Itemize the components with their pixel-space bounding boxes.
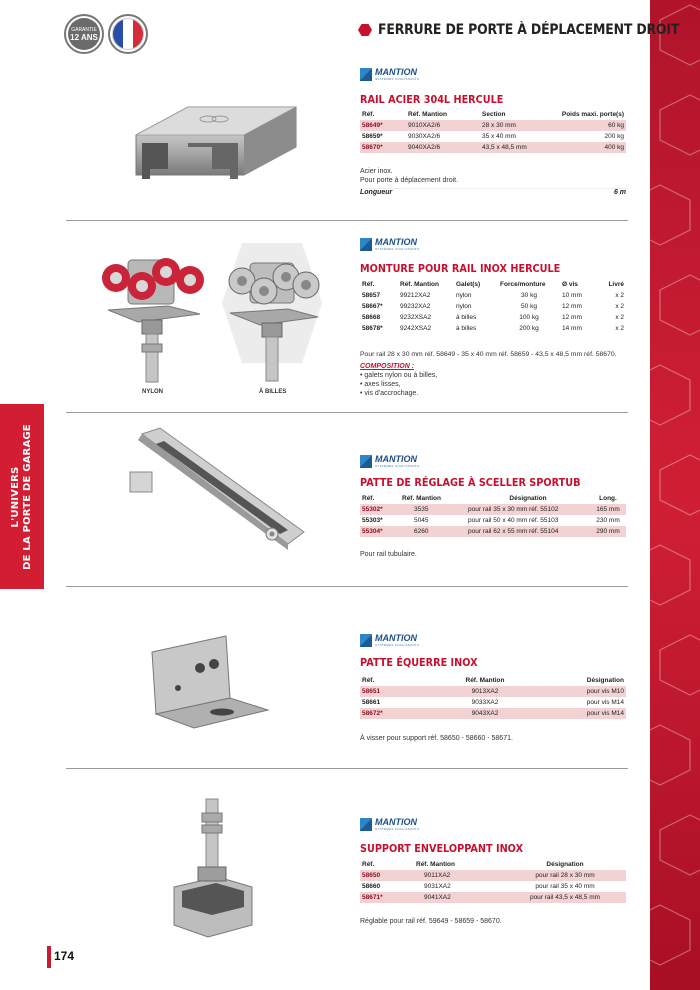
france-flag-icon	[112, 18, 144, 50]
column-header: Section	[482, 110, 506, 118]
column-header: Réf. Mantion	[402, 494, 441, 502]
spec-table	[360, 492, 626, 537]
table-row: 58659* 9030XA2/6 35 x 40 mm 200 kg	[362, 133, 624, 140]
column-header: Réf. Mantion	[416, 860, 455, 868]
table-row: 58657 99212XA2 nylon 30 kg 10 mm x 2	[362, 292, 624, 299]
spec-table	[360, 278, 626, 334]
table-row: 58671* 9041XA2 pour rail 43,5 x 48,5 mm	[360, 892, 626, 903]
section-divider	[66, 220, 628, 221]
side-label-line1: L'UNIVERS	[10, 466, 22, 527]
table-row: 58661 9033XA2 pour vis M14	[362, 699, 624, 706]
product-notes: Pour rail 28 x 30 mm réf. 58649 - 35 x 40 mm réf. 58659 - 43,5 x 48,5 mm réf. 58670.	[360, 351, 617, 358]
column-header: Réf. Mantion	[400, 280, 439, 288]
table-row: 58668 9232XSA2 à billes 100 kg 12 mm x 2	[362, 314, 624, 321]
column-header: Réf.	[362, 280, 375, 288]
length-row: Longueur 6 m	[360, 189, 626, 196]
nylon-trolley-image	[98, 248, 208, 383]
product-title: PATTE ÉQUERRE INOX	[360, 656, 478, 669]
table-row: 58672* 9043XA2 pour vis M14	[362, 710, 624, 717]
column-header: Force/monture	[500, 280, 546, 288]
column-header: Poids maxi. porte(s)	[561, 110, 624, 118]
guarantee-label: GARANTIE	[71, 26, 97, 33]
table-row: 58667* 99232XA2 nylon 50 kg 12 mm x 2	[362, 303, 624, 310]
mantion-logo: MANTION SYSTÈMES COULISSANTS	[360, 238, 419, 251]
table-row: 55302* 3535 pour rail 35 x 30 mm réf. 55102 165 mm	[360, 504, 626, 515]
image-caption: NYLON	[142, 389, 163, 395]
column-header: Désignation	[509, 494, 547, 502]
side-tab-label	[0, 404, 44, 589]
column-header: Désignation	[586, 676, 624, 684]
page-number-marker	[47, 946, 51, 968]
mantion-logo: MANTION SYSTÈMES COULISSANTS	[360, 634, 419, 647]
composition: COMPOSITION : • galets nylon ou à billes, • axes lisses, • vis d'accrochage.	[360, 363, 438, 397]
support-bracket-image	[168, 795, 258, 943]
page-number: 174	[54, 949, 75, 963]
hexagon-icon	[358, 23, 372, 37]
table-row: 55304* 6260 pour rail 62 x 55 mm réf. 55104 290 mm	[360, 526, 626, 537]
column-header: Long.	[599, 494, 617, 502]
side-label-line2: DE LA PORTE DE GARAGE	[22, 423, 34, 570]
adjustment-bracket-image	[128, 424, 308, 554]
column-header: Réf. Mantion	[408, 110, 447, 118]
guarantee-badge	[64, 14, 104, 54]
made-in-france-badge	[108, 14, 148, 54]
column-header: Réf.	[362, 676, 375, 684]
column-header: Désignation	[546, 860, 584, 868]
column-header: Réf.	[362, 110, 375, 118]
hexagon-decoration	[650, 0, 700, 990]
ball-bearing-trolley-image	[222, 243, 322, 383]
rail-image	[128, 95, 298, 195]
column-header: Ø vis	[562, 280, 578, 288]
column-header: Livré	[608, 280, 624, 288]
section-divider	[66, 586, 628, 587]
mantion-logo: MANTION SYSTÈMES COULISSANTS	[360, 818, 419, 831]
table-row: 58650 9011XA2 pour rail 28 x 30 mm	[360, 870, 626, 881]
spec-table	[360, 108, 626, 153]
product-title: MONTURE POUR RAIL INOX HERCULE	[360, 262, 561, 275]
spec-table	[360, 858, 626, 903]
table-row: 55303* 5045 pour rail 50 x 40 mm réf. 55103 230 mm	[362, 517, 620, 524]
mantion-logo: MANTION SYSTÈMES COULISSANTS	[360, 455, 419, 468]
image-caption: À BILLES	[259, 389, 287, 395]
mantion-logo: MANTION SYSTÈMES COULISSANTS	[360, 68, 419, 81]
table-row: 58678* 9242XSA2 à billes 200 kg 14 mm x 2	[362, 325, 624, 332]
table-row: 58649* 9010XA2/6 28 x 30 mm 60 kg	[362, 122, 624, 129]
product-notes: Acier inox. Pour porte à déplacement droit.	[360, 168, 459, 184]
product-title: SUPPORT ENVELOPPANT INOX	[360, 842, 524, 855]
table-row: 58660 9031XA2 pour rail 35 x 40 mm	[362, 883, 595, 890]
table-row: 58651 9013XA2 pour vis M10	[362, 688, 624, 695]
angle-bracket-image	[148, 630, 273, 730]
section-divider	[66, 768, 628, 769]
product-title: RAIL ACIER 304L HERCULE	[360, 93, 504, 106]
table-row: 58670* 9040XA2/6 43,5 x 48,5 mm 400 kg	[362, 144, 624, 151]
column-header: Réf.	[362, 494, 375, 502]
product-notes: Pour rail tubulaire.	[360, 551, 417, 558]
page-title: FERRURE DE PORTE À DÉPLACEMENT DROIT	[378, 22, 680, 38]
page-header	[358, 22, 700, 38]
product-notes: Réglable pour rail réf. 59649 - 58659 - 58670.	[360, 918, 502, 925]
spec-table	[360, 674, 626, 719]
column-header: Réf. Mantion	[465, 676, 505, 684]
column-header: Galet(s)	[456, 280, 481, 288]
section-divider	[66, 412, 628, 413]
product-title: PATTE DE RÉGLAGE À SCELLER SPORTUB	[360, 476, 581, 489]
column-header: Réf.	[362, 860, 375, 868]
guarantee-years: 12 ANS	[70, 32, 98, 42]
product-notes: À visser pour support réf. 58650 - 58660 - 58671.	[360, 735, 513, 742]
